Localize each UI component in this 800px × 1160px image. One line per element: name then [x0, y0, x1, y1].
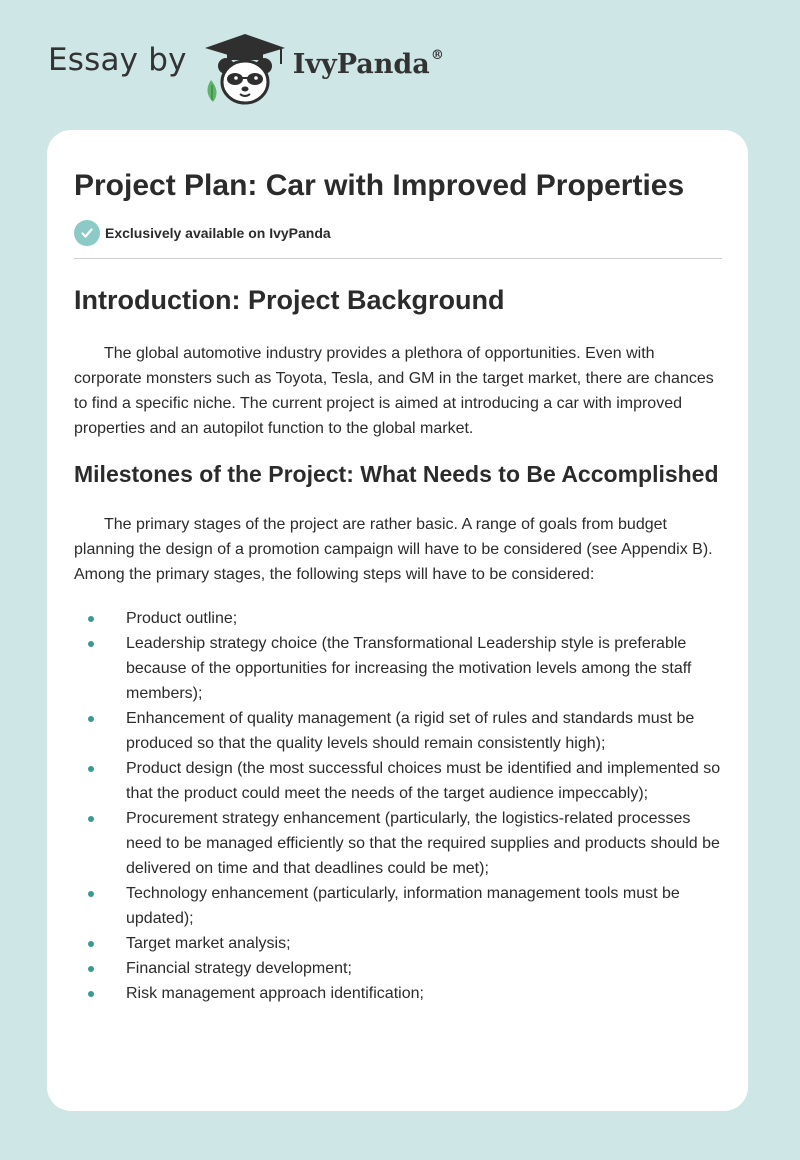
article-card — [47, 130, 748, 1111]
list-item: Procurement strategy enhancement (particularly, the logistics-related processes need to be managed efficiently so that the required supplies and products should be delivered on time and that deadlines could be met); — [74, 806, 722, 881]
exclusive-badge — [74, 220, 722, 246]
panda-logo-icon[interactable] — [201, 30, 289, 110]
intro-paragraph: The global automotive industry provides a plethora of opportunities. Even with corporate monsters such as Toyota, Tesla, and GM in the target market, there are chances to find a specific niche. The current project is aimed at introducing a car with improved properties and an autopilot function to the global market. — [74, 345, 714, 437]
bullet-icon — [88, 941, 94, 947]
badge-label: Exclusively available on IvyPanda — [105, 225, 331, 241]
bullet-icon — [88, 816, 94, 822]
bullet-icon — [88, 991, 94, 997]
essay-by-label: Essay by — [48, 42, 187, 78]
article-title: Project Plan: Car with Improved Properties — [74, 169, 685, 202]
list-item: Leadership strategy choice (the Transformational Leadership style is preferable because of the opportunities for increasing the motivation levels among the staff members); — [74, 631, 722, 706]
bullet-icon — [88, 716, 94, 722]
list-item: Risk management approach identification; — [74, 981, 722, 1006]
bullet-icon — [88, 891, 94, 897]
section-heading-introduction: Introduction: Project Background — [74, 285, 505, 315]
list-item: Enhancement of quality management (a rigid set of rules and standards must be produced so that the quality levels should remain consistently high); — [74, 706, 722, 756]
bullet-icon — [88, 616, 94, 622]
list-item: Product design (the most successful choices must be identified and implemented so that the product could meet the needs of the target audience impeccably); — [74, 756, 722, 806]
list-item: Financial strategy development; — [74, 956, 722, 981]
checkmark-icon — [74, 220, 100, 246]
divider — [74, 258, 722, 259]
bullet-icon — [88, 966, 94, 972]
milestones-paragraph: The primary stages of the project are rather basic. A range of goals from budget planning the design of a promotion campaign will have to be considered (see Appendix B). Among the primary stages, the following steps will have to be considered: — [74, 516, 713, 583]
bullet-icon — [88, 766, 94, 772]
list-item: Product outline; — [74, 606, 722, 631]
section-heading-milestones: Milestones of the Project: What Needs to Be Accomplished — [74, 461, 719, 487]
registered-mark: ® — [430, 48, 444, 63]
bullet-icon — [88, 641, 94, 647]
list-item: Technology enhancement (particularly, information management tools must be updated); — [74, 881, 722, 931]
site-header — [48, 30, 444, 110]
brand-name[interactable]: IvyPanda® — [292, 48, 444, 80]
milestones-list — [74, 606, 722, 1006]
list-item: Target market analysis; — [74, 931, 722, 956]
